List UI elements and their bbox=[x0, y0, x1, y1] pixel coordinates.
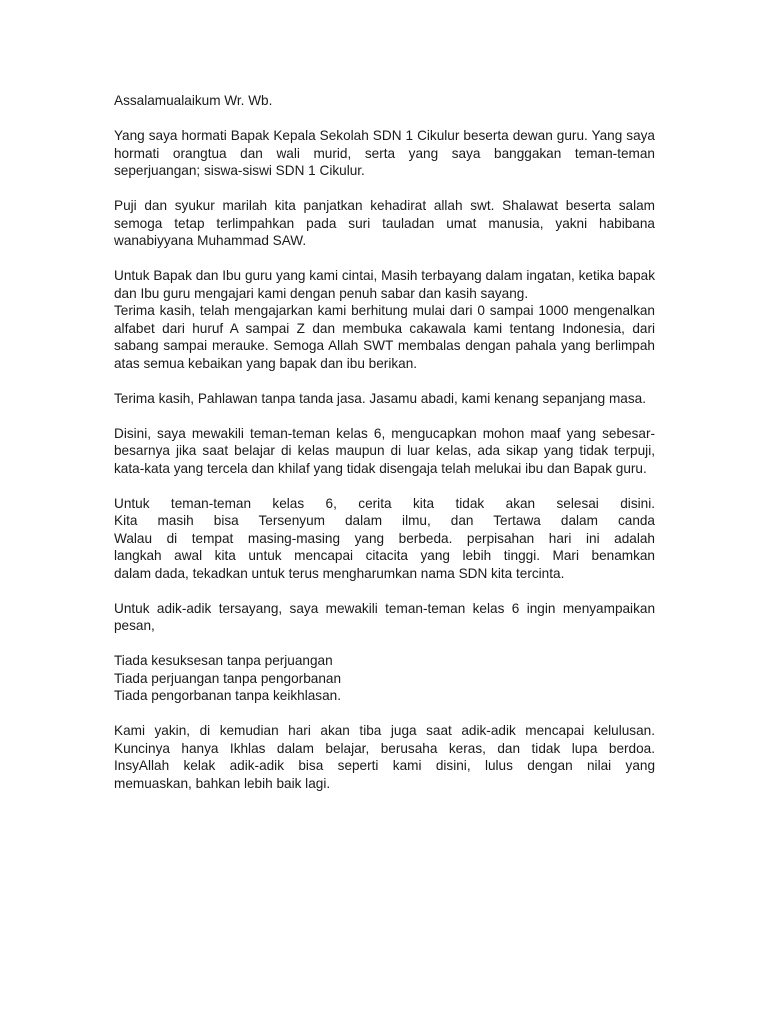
thanks-paragraph: Terima kasih, telah mengajarkan kami berhitung mulai dari 0 sampai 1000 mengenalkan alfabet dari huruf A sampai Z dan membuka cakawala kami tentang Indonesia, dari sabang sampai merauke. Semoga Allah SWT membalas dengan pahala yang berlimpah atas semua kebaikan yang bapak dan ibu berikan. bbox=[114, 303, 655, 371]
juniors-paragraph: Untuk adik-adik tersayang, saya mewakili teman-teman kelas 6 ingin menyampaikan pesan, bbox=[114, 600, 655, 633]
apology-paragraph: Disini, saya mewakili teman-teman kelas 6, mengucapkan mohon maaf yang sebesar-besarnya jika saat belajar di kelas maupun di luar kelas, ada sikap yang tidak terpuji, kata-kata yang tercela dan khilaf yang tidak disengaja telah melukai ibu dan Bapak guru. bbox=[114, 425, 655, 476]
poem-line: Tiada perjuangan tanpa pengorbanan bbox=[114, 670, 342, 686]
closing-line: InsyAllah kelak adik-adik bisa seperti kami disini, lulus dengan nilai yang bbox=[114, 758, 655, 773]
poem-line: Tiada kesuksesan tanpa perjuangan bbox=[114, 653, 333, 668]
teachers-paragraph: Untuk Bapak dan Ibu guru yang kami cintai, Masih terbayang dalam ingatan, ketika bapak dan Ibu guru mengajari kami dengan penuh sabar dan kasih sayang. bbox=[114, 268, 655, 301]
poem-line: Tiada pengorbanan tanpa keikhlasan. bbox=[114, 688, 341, 703]
hero-paragraph: Terima kasih, Pahlawan tanpa tanda jasa. Jasamu abadi, kami kenang sepanjang masa. bbox=[114, 390, 646, 406]
friends-line: dalam dada, tekadkan untuk terus mengharumkan nama SDN kita tercinta. bbox=[114, 565, 565, 581]
speech-text bbox=[114, 92, 655, 810]
closing-line: memuaskan, bahkan lebih baik lagi. bbox=[114, 775, 331, 791]
friends-line: Walau di tempat masing-masing yang berbeda. perpisahan hari ini adalah bbox=[114, 530, 655, 546]
friends-paragraph bbox=[114, 495, 655, 583]
friends-line: Kita masih bisa Tersenyum dalam ilmu, dan Tertawa dalam canda bbox=[114, 513, 655, 528]
praise-paragraph: Puji dan syukur marilah kita panjatkan kehadirat allah swt. Shalawat beserta salam semoga tetap terlimpahkan pada suri tauladan umat manusia, yakni habibana wanabiyyana Muhammad SAW. bbox=[114, 198, 655, 248]
greeting: Assalamualaikum Wr. Wb. bbox=[114, 93, 273, 108]
friends-line: Untuk teman-teman kelas 6, cerita kita tidak akan selesai disini. bbox=[114, 495, 655, 511]
friends-line: langkah awal kita untuk mencapai citacita yang lebih tinggi. Mari benamkan bbox=[114, 548, 655, 563]
closing-line: Kuncinya hanya Ikhlas dalam belajar, berusaha keras, dan tidak lupa berdoa. bbox=[114, 740, 655, 756]
honor-paragraph: Yang saya hormati Bapak Kepala Sekolah SDN 1 Cikulur beserta dewan guru. Yang saya hormati orangtua dan wali murid, serta yang saya banggakan teman-teman seperjuangan; siswa-siswi SDN 1 Cikulur. bbox=[114, 128, 655, 178]
poem bbox=[114, 652, 655, 705]
closing-line: Kami yakin, di kemudian hari akan tiba juga saat adik-adik mencapai kelulusan. bbox=[114, 723, 655, 738]
closing-paragraph bbox=[114, 722, 655, 792]
